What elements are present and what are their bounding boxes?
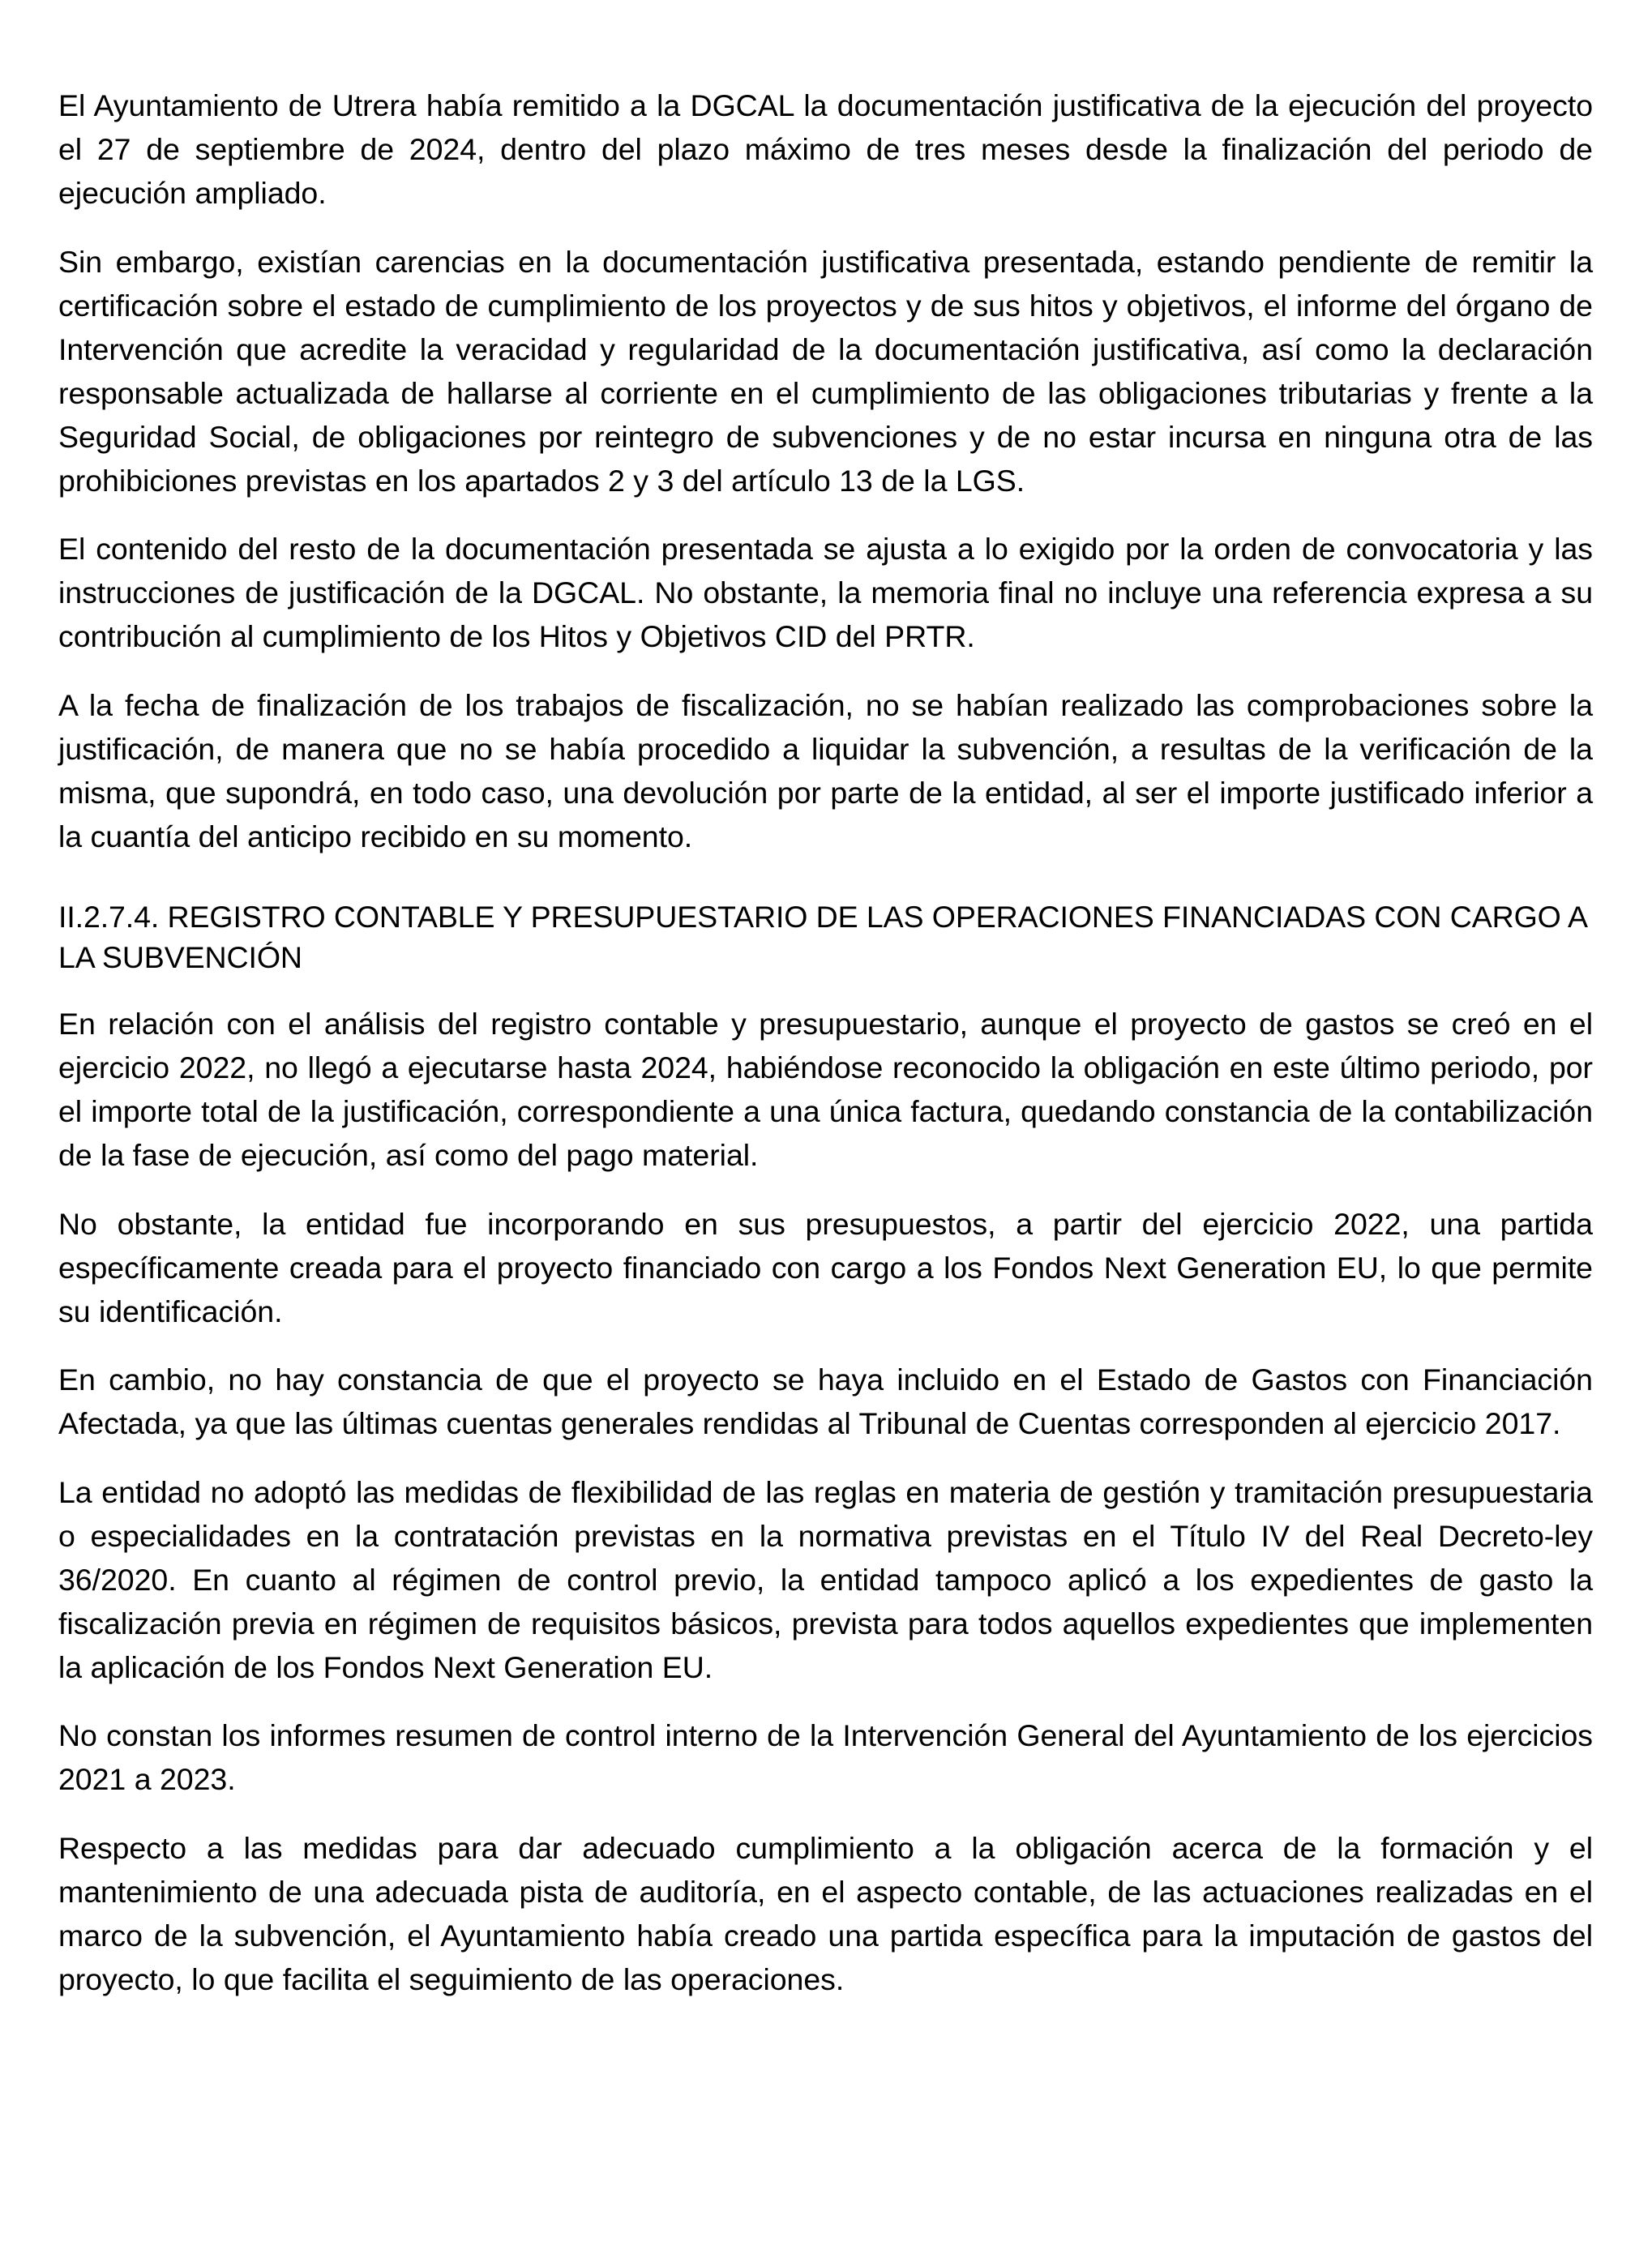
paragraph-6: No obstante, la entidad fue incorporando en sus presupuestos, a partir del ejercicio 2022, una partida específicamente creada para el proyecto financiado con cargo a los Fondos Next Generation EU, lo que permite su identificación.: [58, 1206, 1593, 1328]
paragraph-3: El contenido del resto de la documentación presentada se ajusta a lo exigido por la orden de convocatoria y las instrucciones de justificación de la DGCAL. No obstante, la memoria final no incluye una referencia expresa a su contribución al cumplimiento de los Hitos y Objetivos CID del PRTR.: [58, 532, 1593, 653]
section-heading-ii-2-7-4: II.2.7.4. REGISTRO CONTABLE Y PRESUPUESTARIO DE LAS OPERACIONES FINANCIADAS CON CARGO A LA SUBVENCIÓN: [58, 899, 1586, 974]
paragraph-2: Sin embargo, existían carencias en la documentación justificativa presentada, estando pendiente de remitir la certificación sobre el estado de cumplimiento de los proyectos y de sus hitos y objetivos, el informe del órgano de Intervención que acredite la veracidad y regularidad de la documentación justificativa, así como la declaración responsable actualizada de hallarse al corriente en el cumplimiento de las obligaciones tributarias y frente a la Seguridad Social, de obligaciones por reintegro de subvenciones y de no estar incursa en ninguna otra de las prohibiciones previstas en los apartados 2 y 3 del artículo 13 de la LGS.: [58, 244, 1593, 498]
paragraph-4: A la fecha de finalización de los trabajos de fiscalización, no se habían realizado las comprobaciones sobre la justificación, de manera que no se había procedido a liquidar la subvención, a resultas de la verificación de la misma, que supondrá, en todo caso, una devolución por parte de la entidad, al ser el importe justificado inferior a la cuantía del anticipo recibido en su momento.: [58, 687, 1593, 853]
paragraph-9: No constan los informes resumen de control interno de la Intervención General del Ayuntamiento de los ejercicios 2021 a 2023.: [58, 1718, 1593, 1796]
paragraph-8: La entidad no adoptó las medidas de flexibilidad de las reglas en materia de gestión y tramitación presupuestaria o especialidades en la contratación previstas en la normativa previstas en el Título IV del Real Decreto-ley 36/2020. En cuanto al régimen de control previo, la entidad tampoco aplicó a los expedientes de gasto la fiscalización previa en régimen de requisitos básicos, prevista para todos aquellos expedientes que implementen la aplicación de los Fondos Next Generation EU.: [58, 1474, 1593, 1684]
paragraph-5: En relación con el análisis del registro contable y presupuestario, aunque el proyecto de gastos se creó en el ejercicio 2022, no llegó a ejecutarse hasta 2024, habiéndose reconocido la obligación en este último periodo, por el importe total de la justificación, correspondiente a una única factura, quedando constancia de la contabilización de la fase de ejecución, así como del pago material.: [58, 1007, 1593, 1172]
paragraph-7: En cambio, no hay constancia de que el proyecto se haya incluido en el Estado de Gastos con Financiación Afectada, ya que las últimas cuentas generales rendidas al Tribunal de Cuentas corresponden al ejercicio 2017.: [58, 1362, 1593, 1440]
paragraph-10: Respecto a las medidas para dar adecuado cumplimiento a la obligación acerca de la formación y el mantenimiento de una adecuada pista de auditoría, en el aspecto contable, de las actuaciones realizadas en el marco de la subvención, el Ayuntamiento había creado una partida específica para la imputación de gastos del proyecto, lo que facilita el seguimiento de las operaciones.: [58, 1830, 1593, 1996]
paragraph-1: El Ayuntamiento de Utrera había remitido a la DGCAL la documentación justificativa de la ejecución del proyecto el 27 de septiembre de 2024, dentro del plazo máximo de tres meses desde la finalización del periodo de ejecución ampliado.: [58, 88, 1593, 210]
